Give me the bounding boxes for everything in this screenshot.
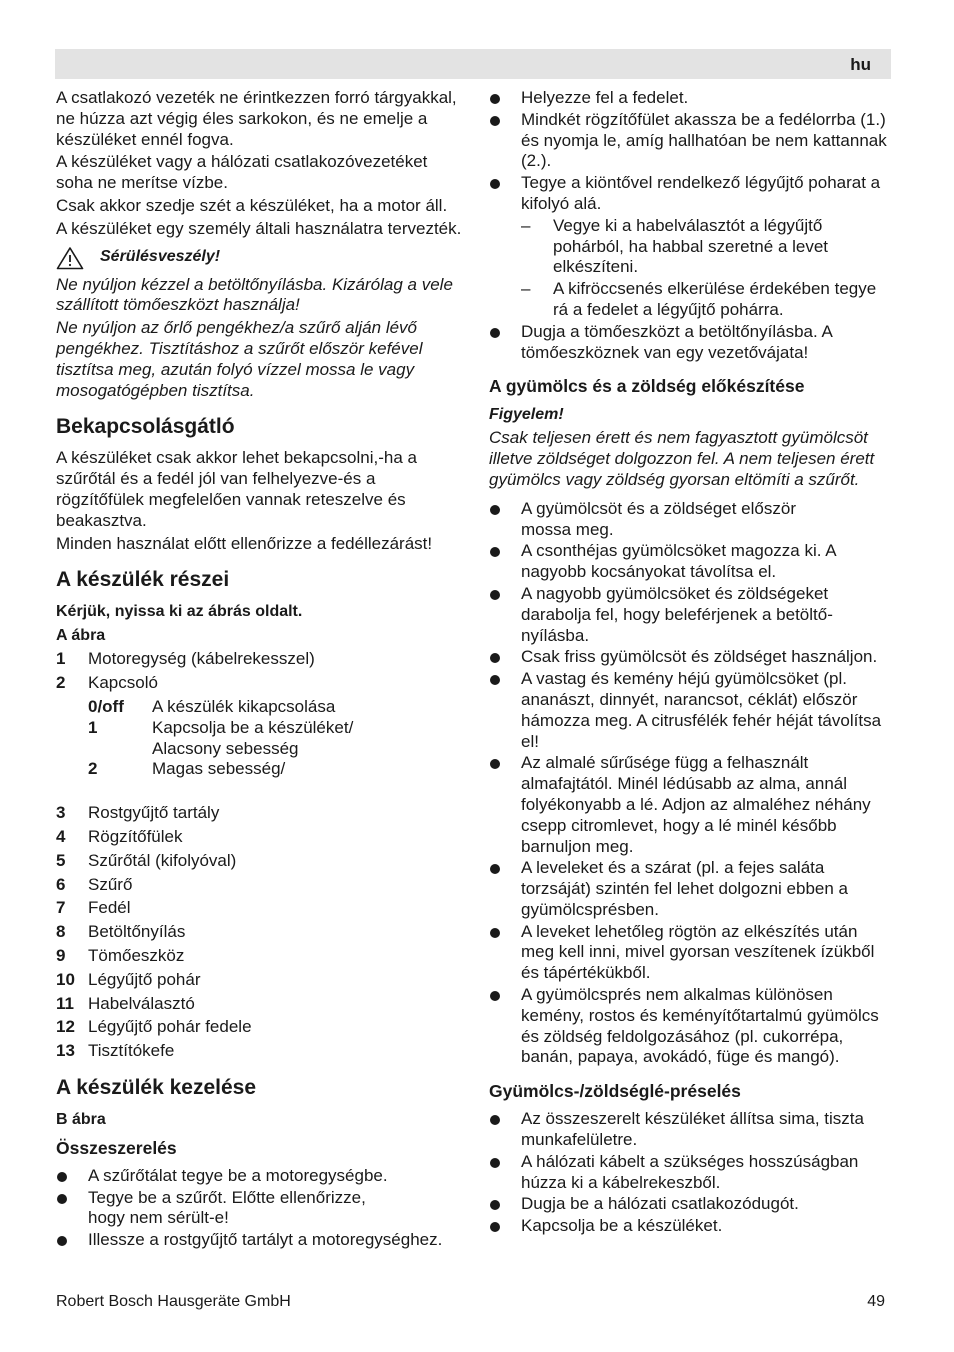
- list-item: 9 Tömőeszköz: [56, 945, 185, 965]
- warning-triangle-icon: [56, 246, 84, 270]
- parts-heading: A készülék részei: [56, 568, 230, 592]
- list-item: A leveleket és a szárat (pl. a fejes saláta torzsáját) szintén fel lehet dolgozni ebben a gyümölcsprésben.: [489, 858, 893, 920]
- list-item: Az almalé sűrűsége függ a felhasznált almafajtától. Minél lédúsabb az alma, annál folyékonyabb a lé. Adjon az almaléhez néhány csepp citromlevet, hogy a lé minél később barnuljon meg.: [489, 753, 893, 857]
- step-list: [489, 88, 893, 215]
- intro-paragraph: A készüléket vagy a hálózati csatlakozóvezetéket soha ne merítse vízbe.: [56, 152, 428, 193]
- list-item: Helyezze fel a fedelet.: [489, 88, 893, 109]
- list-item: A hálózati kábelt a szükséges hosszúságban húzza ki a kábelrekeszből.: [489, 1152, 893, 1194]
- switch-positions: [88, 697, 466, 780]
- operation-heading: A készülék kezelése: [56, 1075, 257, 1099]
- list-item: A vastag és kemény héjú gyümölcsöket (pl. ananászt, dinnyét, narancsot, céklát) először hámozza meg. A citrusfélék fehér héját távolítsa el!: [489, 669, 893, 752]
- page-number: 49: [867, 1293, 885, 1310]
- language-code: hu: [850, 55, 871, 74]
- switch-row: 0/off A készülék kikapcsolása: [88, 696, 336, 716]
- list-item: – A kifröccsenés elkerülése érdekében tegye rá a fedelet a légyűjtő pohárra.: [489, 279, 893, 321]
- figure-b-label: B ábra: [56, 1110, 106, 1128]
- list-item: Csak friss gyümölcsöt és zöldséget használjon.: [489, 647, 893, 668]
- list-item: 3 Rostgyűjtő tartály: [56, 803, 220, 823]
- warning-text: Ne nyúljon az őrlő pengékhez/a szűrő alján lévő pengékhez. Tisztításhoz a szűrőt először kefével tisztítsa meg, azután folyó vízzel mossa le vagy mosogatógépben tisztítsa.: [56, 318, 423, 400]
- list-item: A gyümölcsöt és a zöldséget először mossa meg.: [489, 499, 893, 541]
- list-item: 10 Légyűjtő pohár: [56, 969, 201, 989]
- list-item: 2 Kapcsoló: [56, 673, 158, 693]
- attention-text: Csak teljesen érett és nem fagyasztott gyümölcsöt illetve zöldséget dolgozzon fel. A nem teljesen érett gyümölcs vagy zöldség gyorsan eltömíti a szűrőt.: [489, 428, 875, 489]
- list-item: A nagyobb gyümölcsöket és zöldségeket darabolja fel, hogy beleférjenek a betöltő-nyílásba.: [489, 584, 893, 646]
- list-item: Dugja a tömőeszközt a betöltőnyílásba. A tömőeszköznek van egy vezetővájata!: [489, 322, 893, 364]
- switch-row: 1 Kapcsolja be a készüléket/ Alacsony sebesség: [88, 717, 354, 758]
- parts-list: [56, 649, 466, 694]
- figure-a-label: A ábra: [56, 627, 106, 645]
- switch-lock-text: A készüléket csak akkor lehet bekapcsolni,-ha a szűrőtál és a fedél jól van felhelyezve-és a rögzítőfülek megfelelően vannak reteszelve és beakasztva.: [56, 448, 417, 530]
- list-item: A gyümölcsprés nem alkalmas különösen kemény, rostos és keményítőtartalmú gyümölcs és zöldség feldolgozásához (pl. cukorrépa, banán, papaya, avokádó, füge és mangó).: [489, 985, 893, 1068]
- switch-row: 2 Magas sebesség/: [88, 759, 286, 779]
- press-list: [489, 1109, 893, 1237]
- parts-note: Kérjük, nyissa ki az ábrás oldalt.: [56, 603, 303, 621]
- attention-label: Figyelem!: [489, 406, 564, 424]
- header-bar: [55, 49, 891, 79]
- list-item: Kapcsolja be a készüléket.: [489, 1216, 893, 1237]
- intro-paragraph: Csak akkor szedje szét a készüléket, ha a motor áll.: [56, 195, 448, 215]
- parts-list-rest: [56, 803, 466, 1062]
- list-item: Tegye a kiöntővel rendelkező légyűjtő poharat a kifolyó alá.: [489, 173, 893, 215]
- list-item: 13 Tisztítókefe: [56, 1041, 175, 1061]
- list-item: 1 Motoregység (kábelrekesszel): [56, 649, 315, 669]
- intro-paragraph: A csatlakozó vezeték ne érintkezzen forró tárgyakkal, ne húzza azt végig éles sarkokon, és ne emelje a készüléket ennél fogva.: [56, 88, 457, 149]
- list-item: Az összeszerelt készüléket állítsa sima, tiszta munkafelületre.: [489, 1109, 893, 1151]
- list-item: – Vegye ki a habelválasztót a légyűjtő pohárból, ha habbal szeretné a levet elkészíteni.: [489, 216, 893, 278]
- list-item: 12 Légyűjtő pohár fedele: [56, 1017, 252, 1037]
- list-item: A csonthéjas gyümölcsöket magozza ki. A nagyobb kocsányokat távolítsa el.: [489, 541, 893, 583]
- assembly-heading: Összeszerelés: [56, 1137, 177, 1158]
- list-item: 8 Betöltőnyílás: [56, 922, 186, 942]
- assembly-list: [56, 1166, 466, 1251]
- prep-heading: A gyümölcs és a zöldség előkészítése: [489, 376, 805, 397]
- list-item: 7 Fedél: [56, 898, 131, 918]
- warning-block: [56, 246, 466, 270]
- list-item: 5 Szűrőtál (kifolyóval): [56, 850, 237, 870]
- list-item: A szűrőtálat tegye be a motoregységbe.: [56, 1166, 466, 1187]
- list-item: Illessze a rostgyűjtő tartályt a motoregységhez.: [56, 1230, 466, 1251]
- list-item: A leveket lehetőleg rögtön az elkészítés után meg kell inni, mivel gyorsan veszítenek ízükből és tápértékükből.: [489, 922, 893, 984]
- warning-title: Sérülésveszély!: [100, 248, 221, 266]
- press-heading: Gyümölcs-/zöldséglé-préselés: [489, 1081, 741, 1102]
- intro-paragraph: A készüléket egy személy általi használatra tervezték.: [56, 218, 462, 238]
- list-item: 11 Habelválasztó: [56, 993, 195, 1013]
- warning-text: Ne nyúljon kézzel a betöltőnyílásba. Kizárólag a vele szállított tömőeszközt használja!: [56, 274, 453, 315]
- list-item: Dugja be a hálózati csatlakozódugót.: [489, 1194, 893, 1215]
- list-item: 6 Szűrő: [56, 874, 133, 894]
- step-list-last: [489, 322, 893, 364]
- list-item: 4 Rögzítőfülek: [56, 826, 183, 846]
- switch-lock-heading: Bekapcsolásgátló: [56, 415, 235, 439]
- switch-lock-text: Minden használat előtt ellenőrizze a fedéllezárást!: [56, 533, 433, 553]
- dash-list: [489, 216, 893, 321]
- prep-list: [489, 499, 893, 1069]
- footer-company: Robert Bosch Hausgeräte GmbH: [56, 1293, 291, 1310]
- list-item: Tegye be a szűrőt. Előtte ellenőrizze, hogy nem sérült-e!: [56, 1188, 466, 1230]
- right-column: [489, 88, 893, 1238]
- list-item: Mindkét rögzítőfület akassza be a fedélorrba (1.) és nyomja le, amíg hallhatóan be nem kattannak (2.).: [489, 110, 893, 172]
- left-column: [56, 88, 466, 1252]
